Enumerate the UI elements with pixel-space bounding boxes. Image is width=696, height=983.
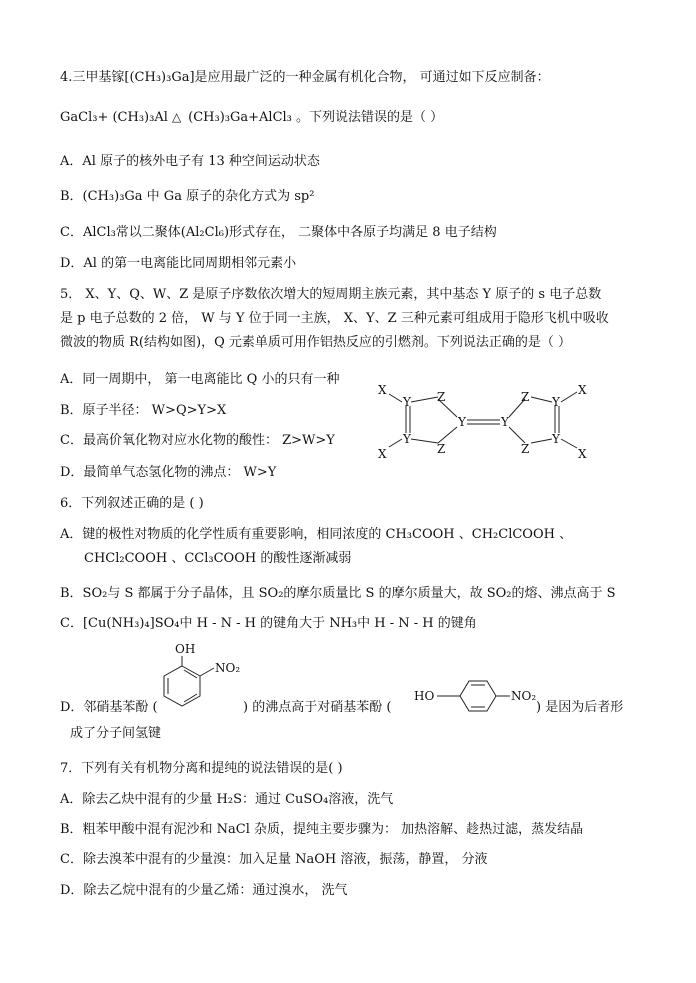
q5-stem-line-3: 微波的物质 R(结构如图)，Q 元素单质可用作铝热反应的引燃剂。下列说法正确的是（ ） — [60, 335, 571, 350]
atom-y: Y — [458, 415, 466, 429]
q6-option-b: B．SO₂与 S 都属于分子晶体，且 SO₂的摩尔质量比 S 的摩尔质量大，故 SO₂的熔、沸点高于 S — [60, 586, 616, 601]
q6-option-a-line-1: A．键的极性对物质的化学性质有重要影响，相同浓度的 CH₃COOH 、CH₂ClCOOH 、 — [60, 527, 573, 542]
q5-option-a: A．同一周期中， 第一电离能比 Q 小的只有一种 — [60, 372, 340, 387]
q6-option-d-line-2: 成了分子间氢键 — [70, 726, 162, 741]
q4-option-b: B．(CH₃)₃Ga 中 Ga 原子的杂化方式为 sp² — [60, 189, 315, 204]
q4-option-c: C．AlCl₃常以二聚体(Al₂Cl₆)形式存在， 二聚体中各原子均满足 8 电子结构 — [60, 225, 497, 240]
q5-option-c: C．最高价氧化物对应水化物的酸性： Z>W>Y — [60, 433, 335, 448]
q6-option-d-part-2: ) 的沸点高于对硝基苯酚 ( — [243, 700, 392, 715]
atom-x: X — [378, 383, 387, 397]
q4-option-d: D．Al 的第一电离能比同周期相邻元素小 — [60, 256, 297, 271]
para-nitrophenol-structure — [412, 676, 544, 716]
q7-option-d: D．除去乙烷中混有的少量乙烯：通过溴水， 洗气 — [60, 883, 348, 898]
q5-option-b: B．原子半径： W>Q>Y>X — [60, 403, 227, 418]
q7-option-c: C．除去溴苯中混有的少量溴：加入足量 NaOH 溶液，振荡，静置， 分液 — [60, 852, 488, 867]
q7-option-a: A．除去乙炔中混有的少量 H₂S：通过 CuSO₄溶液，洗气 — [60, 792, 394, 807]
structure-r-diagram — [375, 375, 605, 465]
atom-y: Y — [552, 432, 560, 446]
atom-x: X — [578, 447, 587, 461]
oh-group-label: OH — [175, 642, 196, 656]
atom-x: X — [378, 447, 387, 461]
ortho-nitrophenol-structure — [158, 640, 250, 720]
atom-z: Z — [437, 390, 446, 404]
atom-x: X — [578, 383, 587, 397]
q5-stem-line-1: 5． X、Y、Q、W、Z 是原子序数依次增大的短周期主族元素，其中基态 Y 原子的 s 电子总数 — [60, 287, 602, 302]
no2-group-label: NO₂ — [215, 661, 241, 675]
q4-equation-right: (CH₃)₃Ga+AlCl₃ — [188, 110, 292, 125]
q6-option-d-part-3: ) 是因为后者形 — [536, 700, 624, 715]
q4-equation — [60, 110, 443, 126]
atom-y: Y — [403, 432, 411, 446]
atom-y: Y — [501, 415, 509, 429]
atom-y: Y — [403, 395, 411, 409]
q5-stem-line-2: 是 p 电子总数的 2 倍， W 与 Y 位于同一主族， X、Y、Z 三种元素可组成用于隐形飞机中吸收 — [60, 311, 609, 326]
q6-option-c: C．[Cu(NH₃)₄]SO₄中 H - N - H 的键角大于 NH₃中 H - N - H 的键角 — [60, 616, 477, 631]
atom-z: Z — [521, 390, 530, 404]
q4-equation-tail: 。下列说法错误的是（ ） — [296, 110, 444, 125]
q4-stem: 4.三甲基镓[(CH₃)₃Ga]是应用最广泛的一种金属有机化合物， 可通过如下反应制备： — [60, 70, 550, 85]
atom-z: Z — [521, 442, 530, 456]
q7-stem: 7．下列有关有机物分离和提纯的说法错误的是( ) — [60, 761, 343, 776]
q5-option-d: D．最简单气态氢化物的沸点： W>Y — [60, 465, 277, 480]
q6-stem: 6．下列叙述正确的是 ( ) — [60, 496, 204, 511]
heat-symbol: △ — [172, 110, 182, 124]
no2-group-label: NO₂ — [511, 689, 537, 703]
q6-option-a-line-2: CHCl₂COOH 、CCl₃COOH 的酸性逐渐减弱 — [84, 551, 352, 566]
q4-option-a: A．Al 原子的核外电子有 13 种空间运动状态 — [60, 154, 320, 169]
q7-option-b: B．粗苯甲酸中混有泥沙和 NaCl 杂质，提纯主要步骤为： 加热溶解、趁热过滤，蒸发结晶 — [60, 822, 584, 837]
ho-group-label: HO — [414, 689, 435, 703]
atom-z: Z — [437, 442, 446, 456]
q4-equation-left: GaCl₃+ (CH₃)₃Al — [60, 110, 168, 125]
atom-y: Y — [552, 395, 560, 409]
q6-option-d-part-1: D．邻硝基苯酚 ( — [60, 700, 158, 715]
